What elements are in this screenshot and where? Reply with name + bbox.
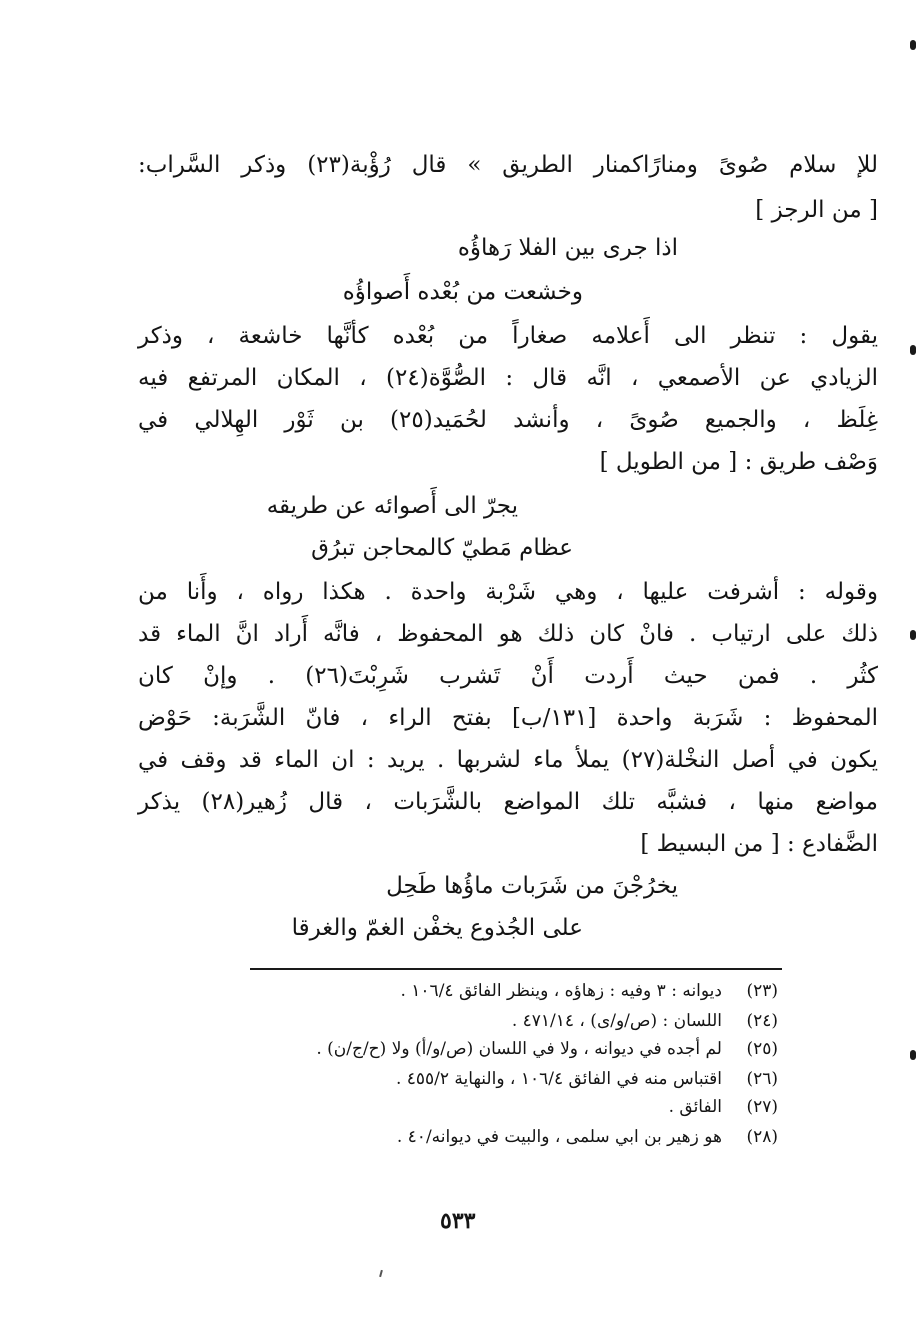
footnote-number: (٢٧) <box>746 1097 778 1117</box>
body-line: وَصْف طريق : [ من الطويل ] <box>599 449 878 475</box>
meter-label: [ من الرجز ] <box>755 197 878 223</box>
footnote <box>512 1008 778 1034</box>
body-line: يقول : تنظر الى أَعلامه صغاراً من بُعْده كأنَّها خاشعة ، وذكر <box>138 323 878 349</box>
footnote <box>396 1066 778 1092</box>
body-line: وقوله : أشرفت عليها ، وهي شَرْبة واحدة . هكذا رواه ، وأَنا من <box>138 579 878 605</box>
body-line: غِلَظ ، والجميع صُوىً ، وأنشد لحُمَيد(٢٥) بن ثَوْر الهِلالي في <box>138 407 878 433</box>
scan-speck <box>379 1270 383 1277</box>
body-line: كثُر . فمن حيث أَردت أَنْ تَشرب شَرِبْتَ(٢٦) . وإنْ كان <box>138 663 879 689</box>
footnote-text: هو زهير بن ابي سلمى ، والبيت في ديوانه/٤٠ . <box>396 1127 722 1147</box>
footnote-text: الفائق . <box>668 1097 722 1117</box>
footnote-number: (٢٨) <box>746 1127 778 1147</box>
margin-dot <box>910 1050 916 1060</box>
verse-line: وخشعت من بُعْده أَصواؤُه <box>342 279 583 305</box>
footnote-text: ديوانه : ٣ وفيه : زهاؤه ، وينظر الفائق ١٠٦/٤ . <box>400 981 722 1001</box>
footnote-text: اقتباس منه في الفائق ١٠٦/٤ ، والنهاية ٤٥٥/٢ . <box>395 1069 722 1089</box>
footnote-number: (٢٤) <box>746 1011 778 1031</box>
verse-line: عظام مَطيّ كالمحاجن تبرُق <box>311 535 573 561</box>
footnote-text: لم أجده في ديوانه ، ولا في اللسان (ص/و/أ) ولا (ح/ج/ن) . <box>316 1039 722 1059</box>
body-line: يكون في أصل النخْلة(٢٧) يملأ ماء لشربها . يريد : ان الماء قد وقف في <box>138 747 878 773</box>
page-number: ٥٣٣ <box>440 1208 476 1234</box>
margin-dot <box>910 345 916 355</box>
footnote <box>397 1124 778 1150</box>
verse-line: اذا جرى بين الفلا رَهاؤُه <box>457 235 678 261</box>
body-line: الضَّفادع : [ من البسيط ] <box>640 831 878 857</box>
footnote-number: (٢٣) <box>746 981 778 1001</box>
verse-line: يجرّ الى أَصوائه عن طريقه <box>266 493 518 519</box>
margin-dot <box>910 630 916 640</box>
body-line: مواضع منها ، فشبَّه تلك المواضع بالشَّرَبات ، قال زُهير(٢٨) يذكر <box>138 789 878 815</box>
margin-dot <box>910 40 916 50</box>
verse-line: على الجُذوع يخفْن الغمّ والغرقا <box>291 915 583 941</box>
body-line: المحفوظ : شَرَبة واحدة [١٣١/ب] بفتح الراء ، فانّ الشَّرَبة: حَوْض <box>138 705 879 731</box>
footnote-number: (٢٦) <box>746 1069 778 1089</box>
body-line: الزيادي عن الأصمعي ، انَّه قال : الصُّوَّة(٢٤) ، المكان المرتفع فيه <box>138 365 878 391</box>
body-line: ذلك على ارتياب . فانْ كان ذلك هو المحفوظ ، فانَّه أَراد انَّ الماء قد <box>138 621 878 647</box>
footnote-number: (٢٥) <box>746 1039 778 1059</box>
footnote-text: اللسان : (ص/و/ى) ، ٤٧١/١٤ . <box>511 1011 722 1031</box>
verse-line: يخرُجْنَ من شَرَبات ماؤُها طَحِل <box>386 873 678 899</box>
footnote <box>669 1094 778 1120</box>
footnote-separator <box>250 968 782 970</box>
footnote <box>400 978 778 1004</box>
body-line: للإ سلام صُوىً ومنارًاكمنار الطريق » قال رُؤْبة(٢٣) وذكر السَّراب: <box>138 152 878 178</box>
footnote <box>316 1036 778 1062</box>
